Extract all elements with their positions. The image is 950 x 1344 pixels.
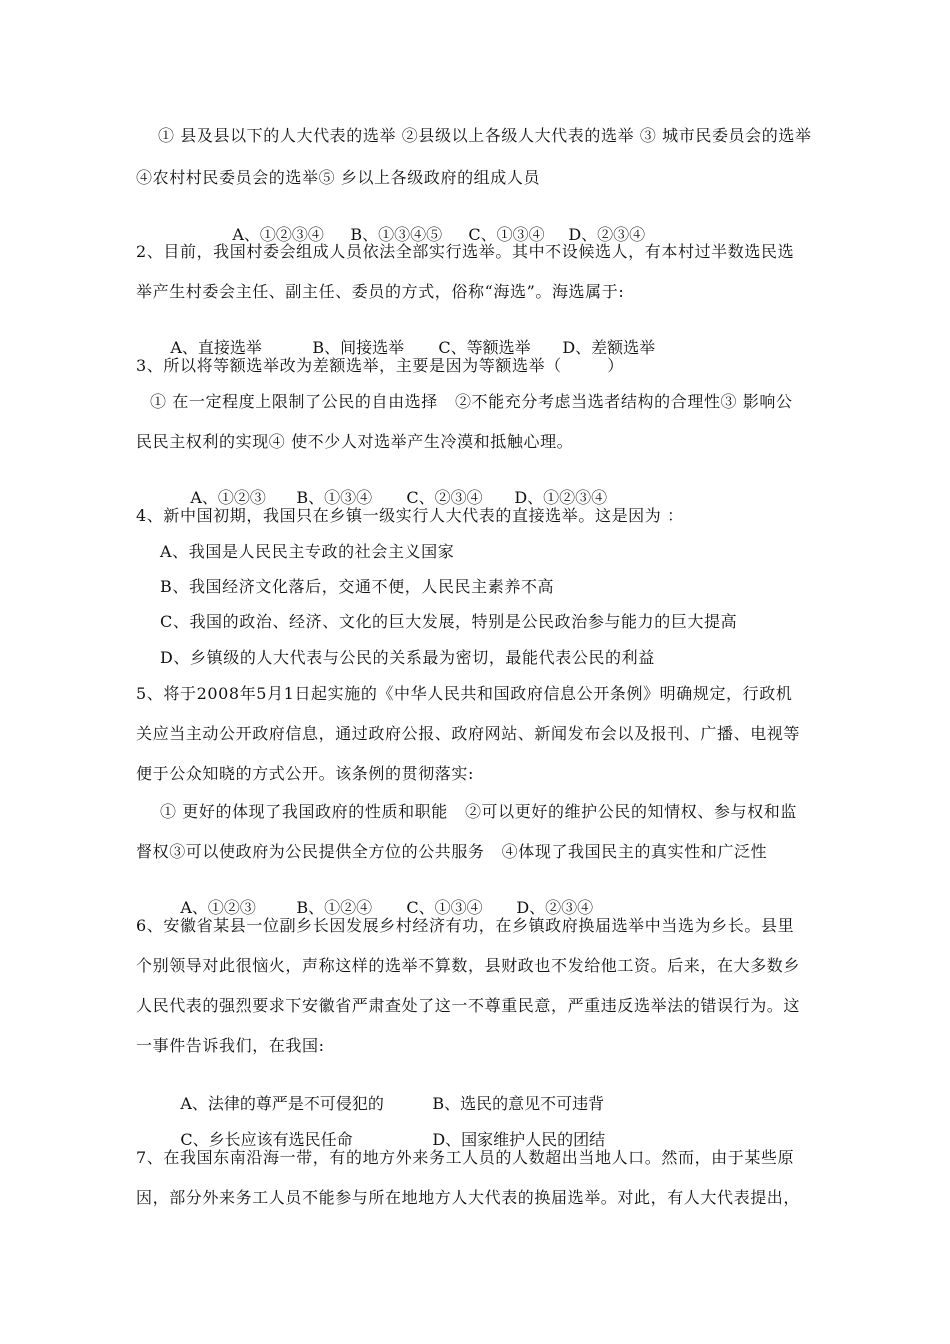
q1-option-a: A、①②③④ xyxy=(232,225,324,244)
q4-option-d: D、乡镇级的人大代表与公民的关系最为密切，最能代表公民的利益 xyxy=(160,648,655,667)
q3-option-c: C、②③④ xyxy=(406,488,483,507)
q7-stem-line: 7、在我国东南沿海一带，有的地方外来务工人员的人数超出当地人口。然而，由于某些原 xyxy=(136,1148,795,1167)
q3-stem-line: 3、所以将等额选举改为差额选举，主要是因为等额选举（ ） xyxy=(136,356,624,375)
q6-stem-line: 人民代表的强烈要求下安徽省严肃查处了这一不尊重民意，严重违反选举法的错误行为。这 xyxy=(136,996,801,1015)
q2-option-b: B、间接选举 xyxy=(312,338,405,357)
q1-option-b: B、①③④⑤ xyxy=(350,225,443,244)
q4-option-b: B、我国经济文化落后，交通不便，人民民主素养不高 xyxy=(160,577,555,596)
q1-option-c: C、①③④ xyxy=(468,225,545,244)
q5-option-b: B、①②④ xyxy=(296,898,373,917)
q1-option-d: D、②③④ xyxy=(568,225,646,244)
q2-option-a: A、直接选举 xyxy=(170,338,262,357)
q1-text-line: ① 县及县以下的人大代表的选举 ②县级以上各级人大代表的选举 ③ 城市民委员会的选举 xyxy=(158,126,812,145)
q5-stem-line: 5、将于2008年5月1日起实施的《中华人民共和国政府信息公开条例》明确规定，行政机 xyxy=(136,684,793,703)
q4-stem-line: 4、新中国初期，我国只在乡镇一级实行人大代表的直接选举。这是因为 ： xyxy=(136,506,684,525)
q5-option-a: A、①②③ xyxy=(180,898,256,917)
q5-option-d: D、②③④ xyxy=(516,898,594,917)
q6-option-d: D、国家维护人民的团结 xyxy=(432,1130,606,1149)
q6-stem-line: 一事件告诉我们，在我国: xyxy=(136,1036,325,1055)
q6-stem-line: 个别领导对此很恼火，声称这样的选举不算数，县财政也不发给他工资。后来，在大多数乡 xyxy=(136,956,801,975)
q7-stem-line: 因，部分外来务工人员不能参与所在地地方人大代表的换届选举。对此，有人大代表提出， xyxy=(136,1188,801,1207)
q5-stem-line: 便于公众知晓的方式公开。该条例的贯彻落实: xyxy=(136,764,474,783)
q2-option-d: D、差额选举 xyxy=(562,338,656,357)
q5-option-c: C、①③④ xyxy=(406,898,483,917)
q1-text-line: ④农村村民委员会的选举⑤ 乡以上各级政府的组成人员 xyxy=(136,168,541,187)
q5-text-line: 督权③可以使政府为公民提供全方位的公共服务 ④体现了我国民主的真实性和广泛性 xyxy=(136,842,768,861)
q6-stem-line: 6、安徽省某县一位副乡长因发展乡村经济有功，在乡镇政府换届选举中当选为乡长。县里 xyxy=(136,916,795,935)
q6-option-a: A、法律的尊严是不可侵犯的 xyxy=(180,1094,384,1113)
q3-option-d: D、①②③④ xyxy=(514,488,608,507)
q4-option-a: A、我国是人民民主专政的社会主义国家 xyxy=(160,542,455,561)
q2-option-c: C、等额选举 xyxy=(438,338,531,357)
q4-option-c: C、我国的政治、经济、文化的巨大发展，特别是公民政治参与能力的巨大提高 xyxy=(160,612,738,631)
q6-option-b: B、选民的意见不可违背 xyxy=(432,1094,605,1113)
q5-text-line: ① 更好的体现了我国政府的性质和职能 ②可以更好的维护公民的知情权、参与权和监 xyxy=(160,802,797,821)
q5-stem-line: 关应当主动公开政府信息，通过政府公报、政府网站、新闻发布会以及报刊、广播、电视等 xyxy=(136,724,801,743)
q2-stem-line: 2、目前，我国村委会组成人员依法全部实行选举。其中不设候选人，有本村过半数选民选 xyxy=(136,242,795,261)
q2-stem-line: 举产生村委会主任、副主任、委员的方式，俗称“海选”。海选属于: xyxy=(136,282,625,301)
q3-option-b: B、①③④ xyxy=(296,488,373,507)
q3-option-a: A、①②③ xyxy=(190,488,266,507)
q3-text-line: ① 在一定程度上限制了公民的自由选择 ②不能充分考虑当选者结构的合理性③ 影响公 xyxy=(150,392,793,411)
q6-option-c: C、乡长应该有选民任命 xyxy=(180,1130,353,1149)
q3-text-line: 民民主权利的实现④ 使不少人对选举产生冷漠和抵触心理。 xyxy=(136,432,574,451)
